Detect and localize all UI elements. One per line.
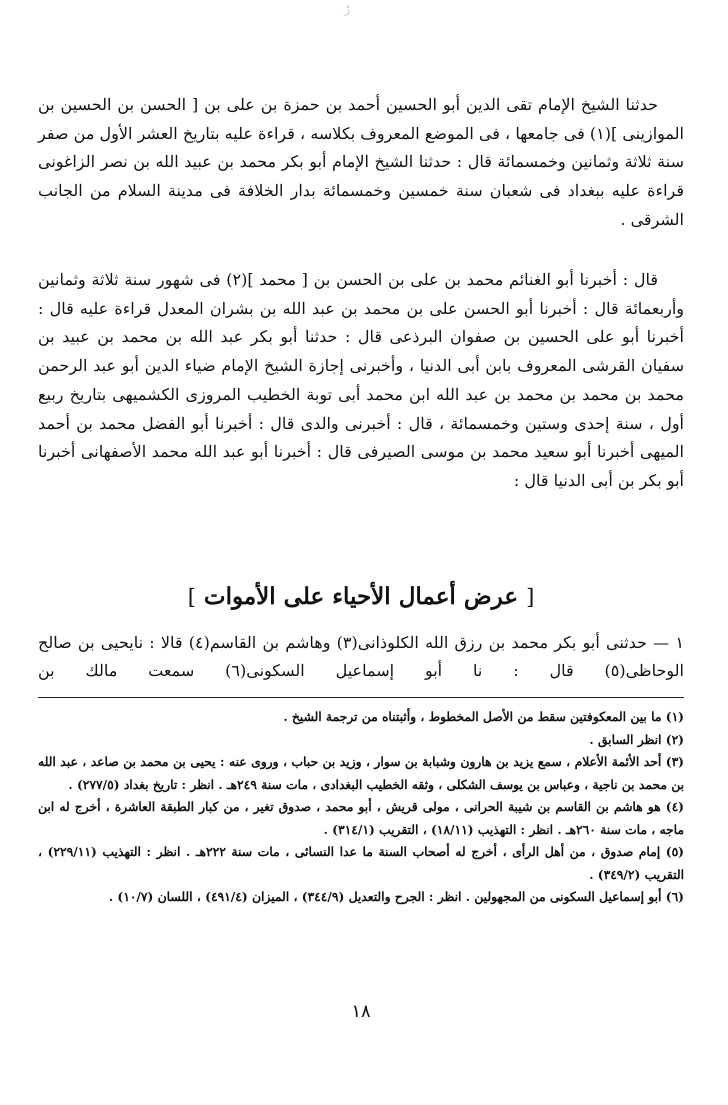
heading-bracket-close: ] — [187, 585, 196, 609]
top-mark: ڑ — [344, 2, 350, 16]
isnad-paragraph-2 — [38, 266, 684, 496]
footnote-separator — [38, 697, 684, 698]
footnote-4: (٤) هو هاشم بن القاسم بن شيبة الحرانى ، مولى قريش ، أبو محمد ، صدوق تغير ، من كبار الطبقة العاشرة ، أخرج له ابن ماجه ، مات سنة ٢٦٠هـ . انظر : التهذيب (١٨/١١) ، التقريب (٣١٤/١) . — [38, 799, 684, 837]
footnote-5: (٥) إمام صدوق ، من أهل الرأى ، أخرج له أصحاب السنة ما عدا النسائى ، مات سنة ٢٢٢هـ . انظر : التهذيب (٢٢٩/١١) ، التقريب (٣٤٩/٢) . — [38, 844, 684, 882]
footnote-6: (٦) أبو إسماعيل السكونى من المجهولين . انظر : الجرح والتعديل (٣٤٤/٩) ، الميزان (٤٩١/٤) ، اللسان (١٠/٧) . — [108, 889, 684, 904]
page-number: ١٨ — [351, 1001, 371, 1022]
book-page — [38, 0, 684, 1105]
heading-text: عرض أعمال الأحياء على الأموات — [203, 583, 519, 610]
footnote-3: (٣) أحد الأئمة الأعلام ، سمع يزيد بن هارون وشبابة بن سوار ، وزيد بن حباب ، وروى عنه : يحيى بن محمد بن صاعد ، عبد الله بن محمد بن ناجية ، وعباس بن يوسف الشكلى ، وثقه الخطيب البغدادى ، مات سنة ٢٤٩هـ . انظر : تاريخ بغداد (٢٧٧/٥) . — [38, 754, 684, 792]
footnote-1: (١) ما بين المعكوفتين سقط من الأصل المخطوط ، وأثبتناه من ترجمة الشيخ . — [283, 709, 684, 724]
section-heading — [38, 580, 684, 614]
footnotes — [38, 706, 684, 909]
footnote-2: (٢) انظر السابق . — [589, 731, 684, 747]
isnad-paragraph-1 — [38, 91, 684, 235]
heading-bracket-open: [ — [526, 585, 535, 609]
paragraph-text: حدثنا الشيخ الإمام تقى الدين أبو الحسين أحمد بن حمزة بن على بن [ الحسن بن الحسين بن الموازينى ](١) فى جامعها ، فى الموضع المعروف بكلاسه ، قراءة عليه بتاريخ العشر الأول من صفر سنة ثلاثة وثمانين وخمسمائة قال : حدثنا الشيخ الإمام أبو بكر محمد بن عبيد الله بن نصر الزاغونى قراءة عليه ببغداد فى شعبان سنة خمسين وخمسمائة بدار الخلافة فى مدينة السلام من الجانب الشرقى . — [38, 95, 684, 229]
hadith-1: ١ — حدثنى أبو بكر محمد بن رزق الله الكلوذانى(٣) وهاشم بن القاسم(٤) قالا : نايحيى بن صالح الوحاظى(٥) قال : نا أبو إسماعيل السكونى(٦) سمعت مالك بن — [38, 633, 685, 680]
paragraph-text: قال : أخبرنا أبو الغنائم محمد بن على بن الحسن بن [ محمد ](٢) فى شهور سنة ثلاثة وثمانين وأربعمائة قال : أخبرنا أبو الحسن على بن محمد بن عبد الله بن بشران المعدل قراءة عليه قال : أخبرنا أبو على الحسين بن صفوان البرذعى قال : حدثنا أبو بكر عبد الله بن محمد بن عبيد بن سفيان القرشى المعروف بابن أبى الدنيا ، وأخبرنى إجازة الشيخ الإمام ضياء الدين أبو عبد الرحمن محمد بن محمد بن محمد بن عبد الله ابن محمد أبى توبة الخطيب المروزى الكشميهى بتاريخ ربيع أول ، سنة إحدى وستين وخمسمائة ، قال : أخبرنى والدى قال : أخبرنا أبو الفضل محمد بن أحمد الميهى أخبرنا أبو سعيد محمد بن موسى الصيرفى قال : أخبرنا أبو عبد الله محمد الأصفهانى أخبرنا أبو بكر بن أبى الدنيا قال : — [38, 270, 684, 490]
